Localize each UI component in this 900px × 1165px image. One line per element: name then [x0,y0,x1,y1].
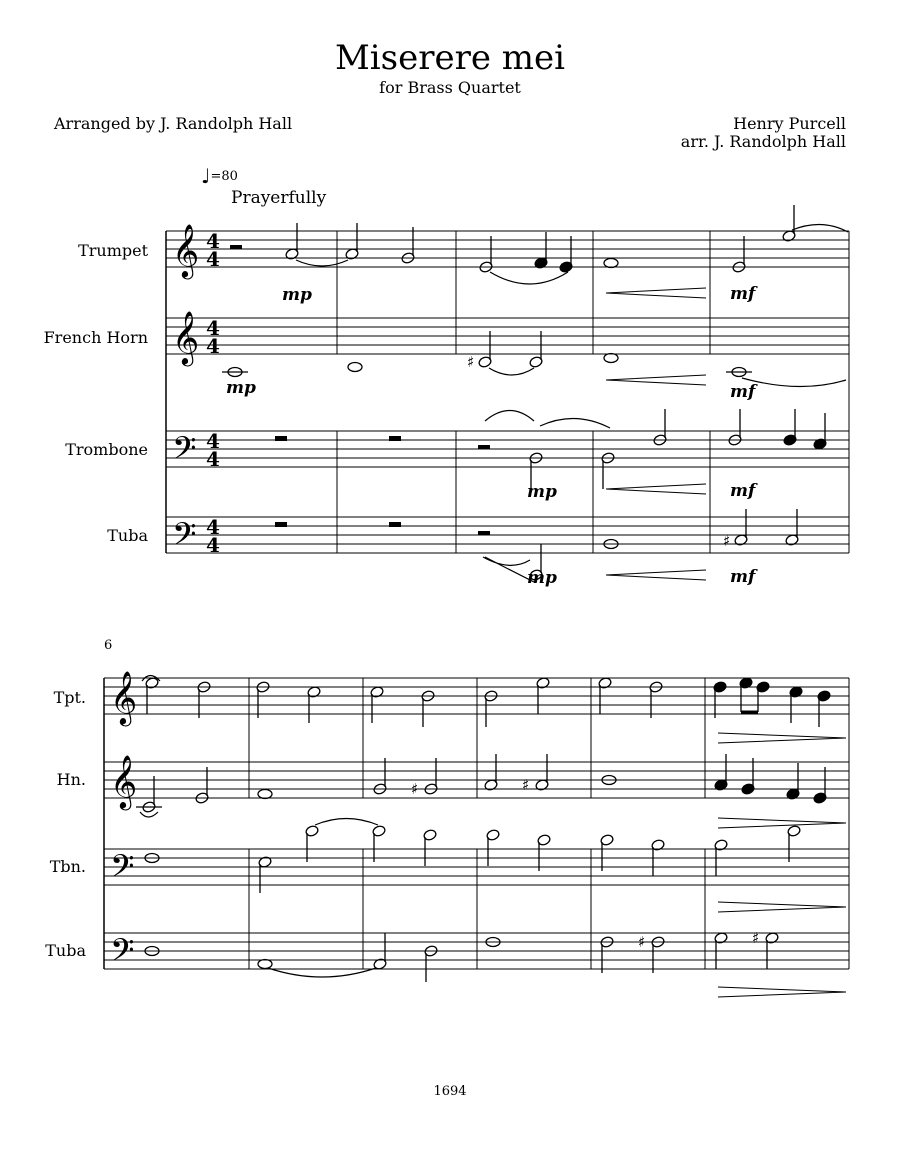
treble-clef-icon: 𝄞 [110,670,138,724]
time-sig-bottom: 4 [206,247,220,271]
dynamic-mf: mf [730,382,756,402]
score-title: Miserere mei [334,38,566,78]
time-sig-top: 4 [206,429,220,453]
instrument-label-tbn: Tbn. [49,857,86,876]
sharp-icon: ♯ [752,929,760,947]
arranger-credit: Arranged by J. Randolph Hall [54,114,293,133]
time-sig-top: 4 [206,515,220,539]
treble-clef-icon: 𝄞 [172,223,200,277]
expression-marking: Prayerfully [231,188,327,208]
sharp-icon: ♯ [467,353,475,371]
dynamic-mp: mp [282,285,312,305]
dynamic-mp: mp [527,482,557,502]
whole-rest [389,436,401,441]
treble-clef-icon: 𝄞 [110,754,138,808]
bass-clef-icon: 𝄢 [110,848,135,892]
composer-credit: Henry Purcell [733,114,846,133]
sharp-icon: ♯ [723,532,731,550]
sharp-icon: ♯ [638,933,646,951]
instrument-label-hn: Hn. [56,770,86,789]
half-rest [230,245,242,249]
time-sig-bottom: 4 [206,334,220,358]
bass-clef-icon: 𝄢 [172,430,197,474]
sharp-icon: ♯ [522,776,530,794]
dynamic-mf: mf [730,284,756,304]
half-rest [478,445,490,449]
instrument-label-tuba: Tuba [107,526,148,545]
dynamic-mf: mf [730,567,756,587]
whole-rest [389,522,401,527]
measure-number: 6 [104,638,113,653]
whole-rest [275,436,287,441]
whole-rest [275,522,287,527]
time-sig-bottom: 4 [206,447,220,471]
instrument-label-trombone: Trombone [65,440,148,459]
arrangement-credit: arr. J. Randolph Hall [680,132,846,151]
instrument-label-trumpet: Trumpet [78,241,148,260]
bass-clef-icon: 𝄢 [110,932,135,976]
instrument-label-tpt: Tpt. [53,688,86,707]
half-rest [478,531,490,535]
instrument-label-horn: French Horn [43,328,148,347]
bass-clef-icon: 𝄢 [172,516,197,560]
quarter-note-icon: ♩ [201,164,211,188]
time-sig-top: 4 [206,316,220,340]
sharp-icon: ♯ [411,780,419,798]
dynamic-mf: mf [730,481,756,501]
score-subtitle: for Brass Quartet [379,78,521,97]
time-sig-bottom: 4 [206,533,220,557]
treble-clef-icon: 𝄞 [172,310,200,364]
instrument-label-tuba-short: Tuba [45,941,86,960]
dynamic-mp: mp [527,568,557,588]
time-sig-top: 4 [206,229,220,253]
dynamic-mp: mp [226,378,256,398]
tempo-value: =80 [210,169,238,184]
footer-year: 1694 [433,1084,467,1099]
